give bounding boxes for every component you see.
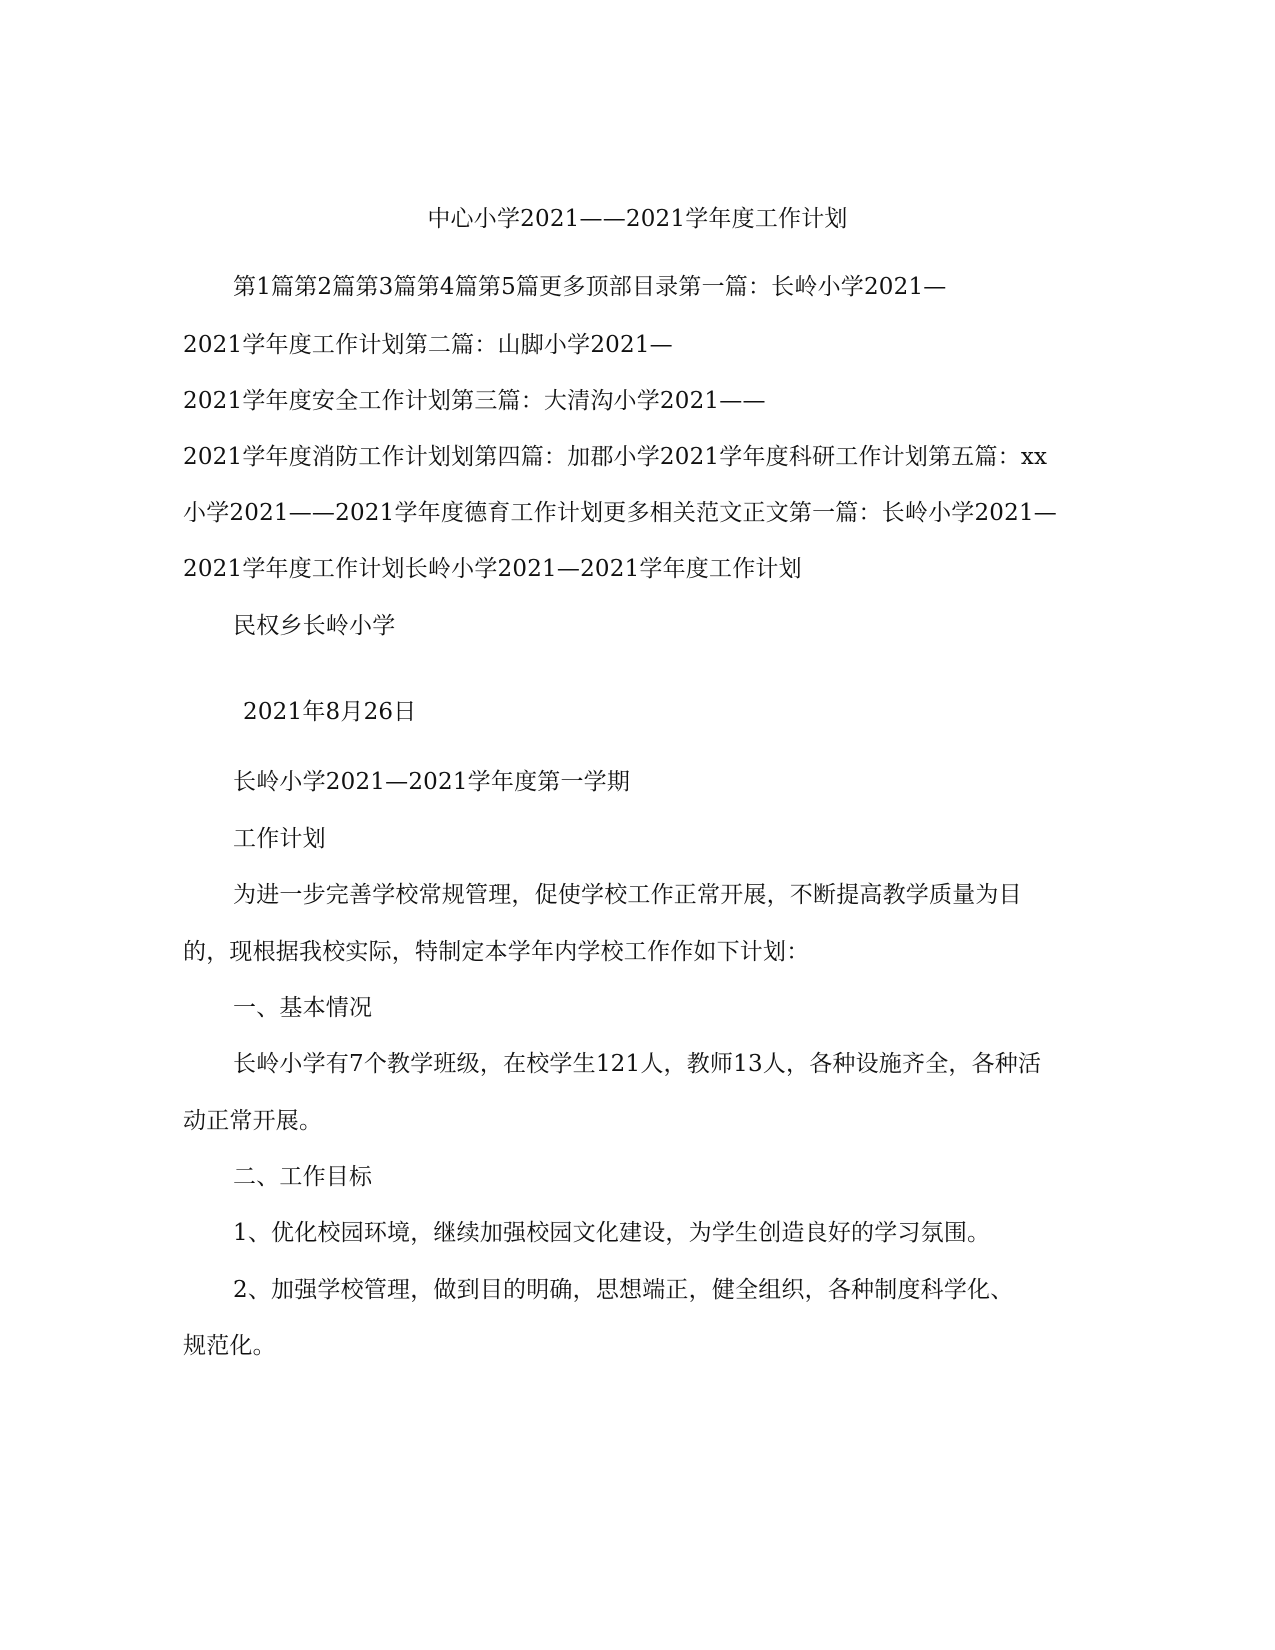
section-heading-basic: 一、基本情况 bbox=[233, 995, 373, 1021]
toc-line-1: 第1篇第2篇第3篇第4篇第5篇更多顶部目录第一篇：长岭小学2021— bbox=[233, 274, 947, 300]
section-heading-goals: 二、工作目标 bbox=[233, 1164, 373, 1190]
goal-item-2-line-1: 2、加强学校管理，做到目的明确，思想端正，健全组织，各种制度科学化、 bbox=[233, 1277, 1014, 1303]
document-date: 2021年8月26日 bbox=[243, 699, 417, 725]
goal-item-1: 1、优化校园环境，继续加强校园文化建设，为学生创造良好的学习氛围。 bbox=[233, 1220, 991, 1246]
toc-line-6: 2021学年度工作计划长岭小学2021—2021学年度工作计划 bbox=[183, 556, 802, 582]
plan-heading: 长岭小学2021—2021学年度第一学期 bbox=[233, 769, 631, 795]
intro-paragraph-line-2: 的，现根据我校实际，特制定本学年内学校工作作如下计划： bbox=[183, 939, 810, 965]
intro-paragraph-line-1: 为进一步完善学校常规管理，促使学校工作正常开展，不断提高教学质量为目 bbox=[233, 882, 1022, 908]
toc-line-3: 2021学年度安全工作计划第三篇：大清沟小学2021—— bbox=[183, 388, 766, 414]
document-title: 中心小学2021——2021学年度工作计划 bbox=[427, 206, 848, 232]
goal-item-2-line-2: 规范化。 bbox=[183, 1333, 276, 1359]
plan-subheading: 工作计划 bbox=[233, 826, 326, 852]
basic-paragraph-line-1: 长岭小学有7个教学班级，在校学生121人，教师13人，各种设施齐全，各种活 bbox=[233, 1051, 1042, 1077]
school-name: 民权乡长岭小学 bbox=[233, 613, 396, 639]
toc-line-5: 小学2021——2021学年度德育工作计划更多相关范文正文第一篇：长岭小学2021— bbox=[183, 500, 1057, 526]
toc-line-2: 2021学年度工作计划第二篇：山脚小学2021— bbox=[183, 332, 673, 358]
basic-paragraph-line-2: 动正常开展。 bbox=[183, 1108, 323, 1134]
toc-line-4: 2021学年度消防工作计划划第四篇：加郡小学2021学年度科研工作计划第五篇：xx bbox=[183, 444, 1048, 470]
